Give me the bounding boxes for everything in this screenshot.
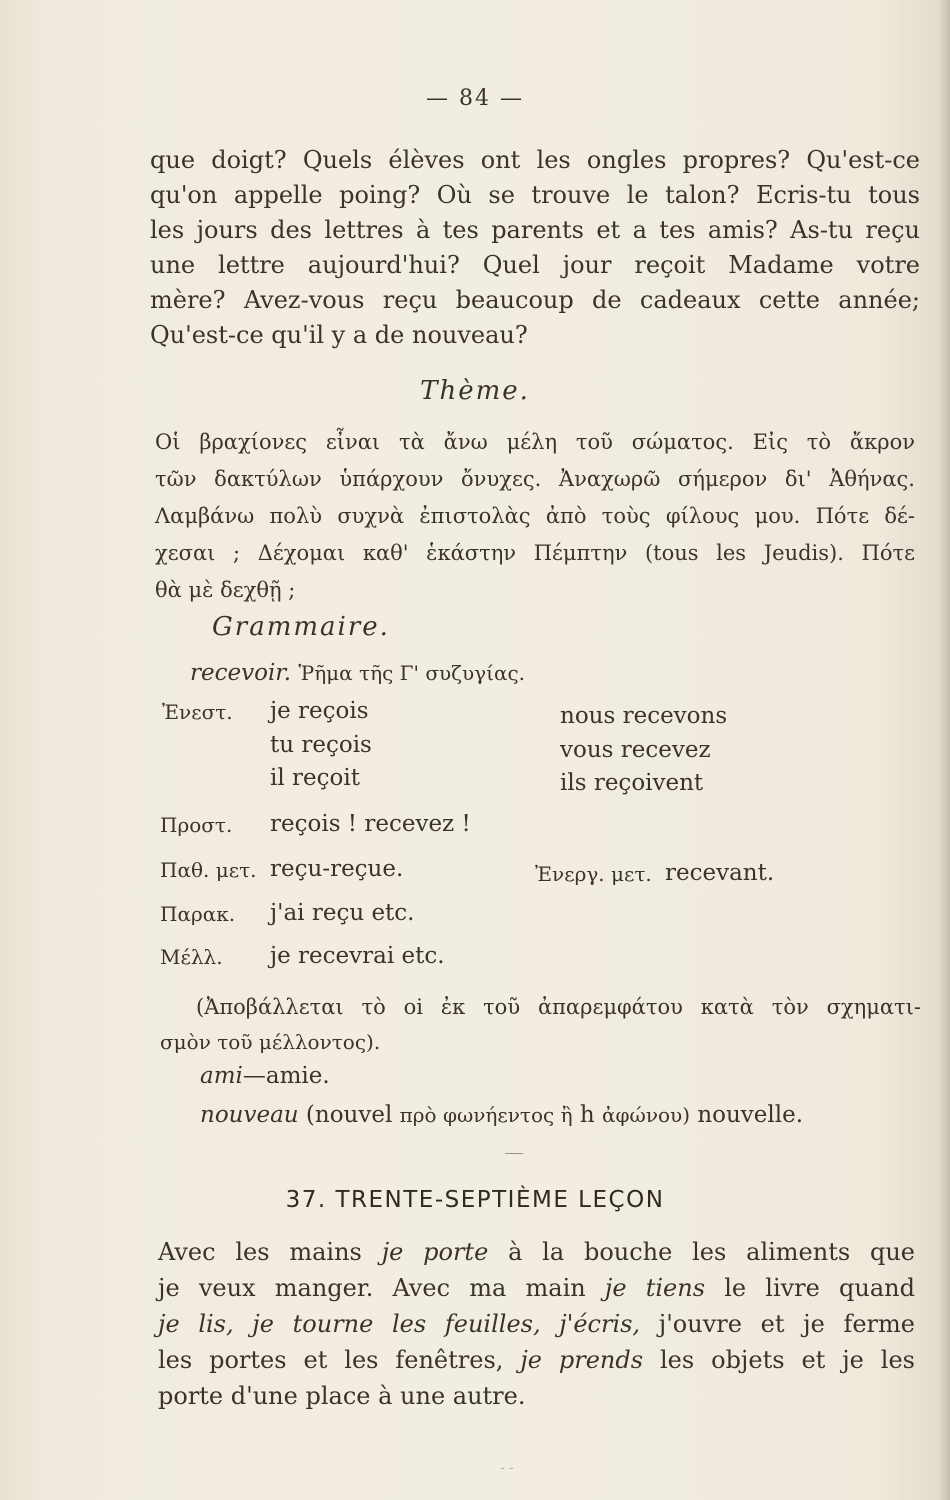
past-participle-label: Παθ. μετ.	[160, 858, 257, 882]
present-plural-3: ils reçoivent	[560, 770, 704, 796]
lesson-segment: Avec les mains	[158, 1238, 382, 1266]
ami-line	[200, 1063, 330, 1089]
verb-label-gr: Ῥῆμα τῆς Γ' συζυγίας.	[298, 661, 526, 685]
present-singular-1: je reçois	[270, 698, 369, 724]
verb-label	[190, 660, 525, 686]
present-participle-label: Ἐνεργ. μετ.	[535, 862, 652, 886]
theme-paragraph	[155, 424, 915, 609]
imperative-text: reçois ! recevez !	[270, 811, 471, 837]
perfect-text: j'ai reçu etc.	[270, 900, 415, 926]
lesson-segment: les portes et les fenêtres,	[158, 1346, 521, 1374]
past-participle-text: reçu-reçue.	[270, 856, 404, 882]
theme-line: Λαμβάνω πολὺ συχνὰ ἐπιστολὰς ἀπὸ τοὺς φίλους μου. Πότε δέ-	[155, 504, 915, 528]
verb-label-fr: recevoir.	[190, 660, 292, 686]
intro-line: une lettre aujourd'hui? Quel jour reçoit Madame votre	[150, 251, 920, 279]
lesson-line	[158, 1378, 915, 1414]
imperative-label: Προστ.	[160, 813, 233, 837]
nouveau-line	[200, 1102, 803, 1128]
lesson-italic-segment: je porte	[381, 1238, 489, 1266]
note-line: (Ἀποβάλλεται τὸ oi ἐκ τοῦ ἀπαρεμφάτου κατὰ τὸν σχηματι-	[196, 995, 921, 1019]
note-paragraph	[196, 990, 921, 1025]
lesson-segment: les objets et je les	[643, 1346, 916, 1374]
future-text: je recevrai etc.	[270, 943, 445, 969]
theme-line: Οἱ βραχίονες εἶναι τὰ ἄνω μέλη τοῦ σώματος. Εἰς τὸ ἄκρον	[155, 430, 915, 454]
ami-word: ami	[200, 1063, 243, 1089]
lesson-segment: j'ouvre et je ferme	[640, 1310, 915, 1338]
intro-line: les jours des lettres à tes parents et a tes amis? As-tu reçu	[150, 216, 920, 244]
nouveau-rest-1: (nouvel	[305, 1102, 393, 1128]
intro-paragraph	[150, 143, 920, 353]
footer-mark: - -	[500, 1460, 514, 1476]
lesson-line	[158, 1306, 915, 1342]
lesson-line	[158, 1342, 915, 1378]
ami-rest: —amie.	[242, 1063, 330, 1089]
lesson-line	[158, 1270, 915, 1306]
theme-line: χεσαι ; Δέχομαι καθ' ἑκάστην Πέμπτην (tous les Jeudis). Πότε	[155, 541, 915, 565]
present-participle-text: recevant.	[665, 860, 775, 886]
lesson-segment: le livre quand	[705, 1274, 915, 1302]
intro-line: qu'on appelle poing? Où se trouve le talon? Ecris-tu tous	[150, 181, 920, 209]
theme-line: τῶν δακτύλων ὑπάρχουν ὄνυχες. Ἀναχωρῶ σήμερον δι' Ἀθήνας.	[155, 467, 915, 491]
grammar-heading: Grammaire.	[212, 612, 390, 642]
perfect-label: Παρακ.	[160, 902, 236, 926]
theme-line: θὰ μὲ δεχθῇ ;	[155, 578, 296, 602]
lesson-line	[158, 1234, 915, 1270]
present-singular-2: tu reçois	[270, 732, 372, 758]
lesson-italic-segment: je prends	[520, 1346, 644, 1374]
lesson-segment: porte d'une place à une autre.	[158, 1382, 526, 1410]
intro-line: mère? Avez-vous reçu beaucoup de cadeaux cette année;	[150, 286, 920, 314]
present-label: Ἐνεστ.	[162, 700, 233, 724]
theme-heading: Thème.	[420, 376, 530, 406]
lesson-italic-segment: je tiens	[604, 1274, 706, 1302]
present-singular-3: il reçoit	[270, 765, 360, 791]
page-number: — 84 —	[426, 86, 524, 111]
present-plural-2: vous recevez	[560, 737, 711, 763]
lesson-italic-segment: je lis, je tourne les feuilles, j'écris,	[158, 1310, 641, 1338]
intro-line: Qu'est-ce qu'il y a de nouveau?	[150, 321, 528, 349]
nouveau-rest-greek2: ἀφώνου)	[602, 1103, 691, 1127]
present-plural-1: nous recevons	[560, 703, 728, 729]
nouveau-rest-2: h	[579, 1102, 595, 1128]
lesson-segment: à la bouche les aliments que	[488, 1238, 915, 1266]
page-edge-shadow	[938, 0, 950, 1500]
note-line-2: σμὸν τοῦ μέλλοντος).	[160, 1030, 381, 1054]
intro-line: que doigt? Quels élèves ont les ongles propres? Qu'est-ce	[150, 146, 920, 174]
nouveau-rest-greek: πρὸ φωνήεντος ἢ	[399, 1103, 573, 1127]
lesson-title: 37. TRENTE-SEPTIÈME LEÇON	[285, 1187, 665, 1213]
future-label: Μέλλ.	[160, 945, 223, 969]
nouveau-rest-3: nouvelle.	[697, 1102, 804, 1128]
lesson-paragraph	[158, 1234, 915, 1414]
section-divider	[505, 1153, 523, 1154]
nouveau-word: nouveau	[200, 1102, 299, 1128]
lesson-segment: je veux manger. Avec ma main	[158, 1274, 605, 1302]
